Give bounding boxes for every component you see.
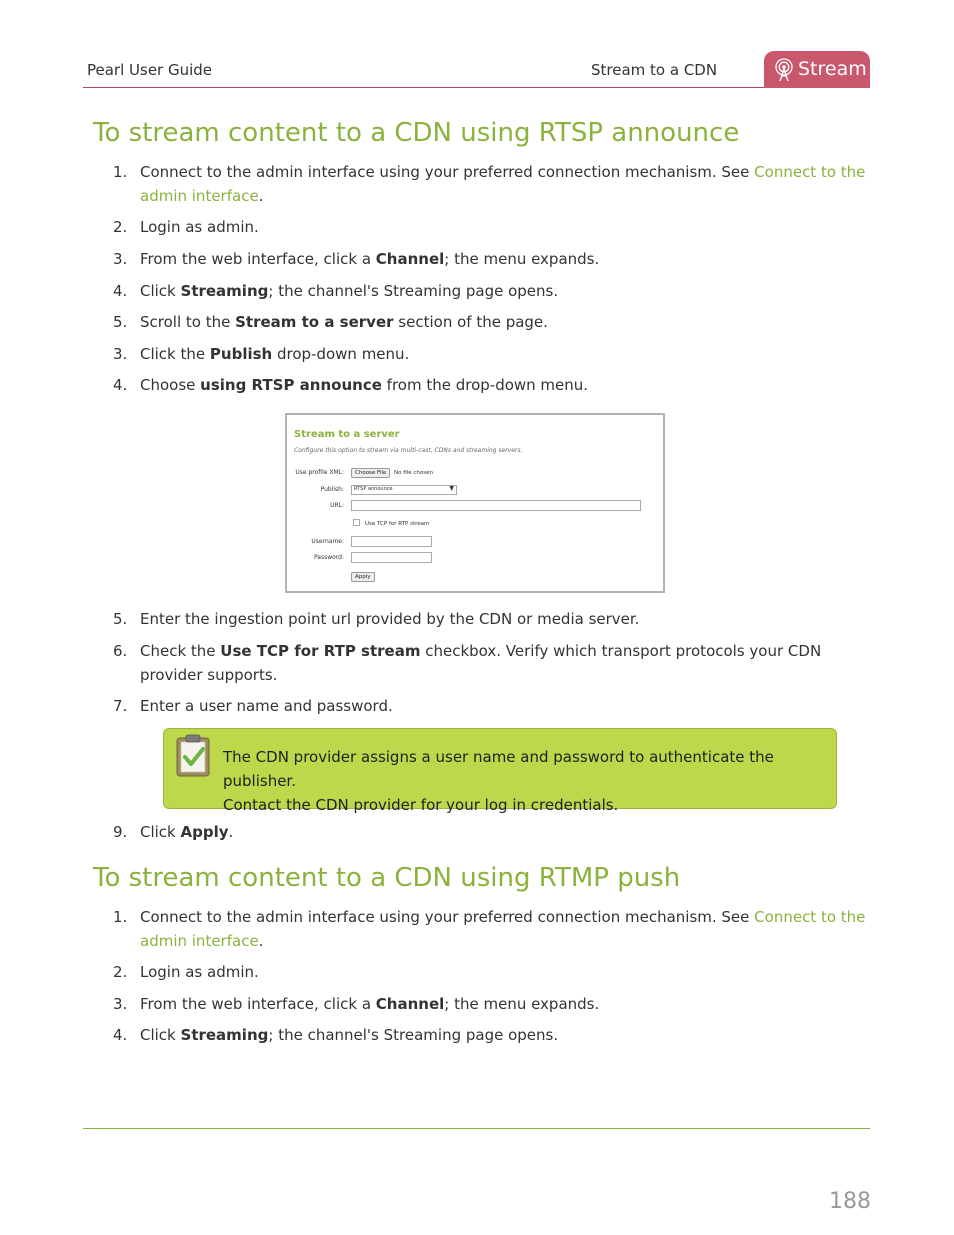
publish-label: Publish:: [320, 486, 344, 493]
password-label: Password:: [313, 554, 344, 561]
admin-interface-link[interactable]: Connect to the admin interface: [140, 163, 866, 205]
section2-heading: To stream content to a CDN using RTMP push: [93, 863, 681, 893]
section-title: Stream to a CDN: [591, 61, 718, 79]
note-box: [163, 728, 837, 814]
tcp-checkbox: [353, 519, 360, 526]
note-line-1: The CDN provider assigns a user name and password to authenticate the publisher.: [223, 748, 774, 790]
username-label: Username:: [311, 538, 344, 545]
stream-tab-label: Stream: [798, 58, 867, 80]
url-field: [351, 500, 641, 511]
profile-label: Use profile XML:: [295, 469, 344, 476]
apply-button: Apply: [351, 572, 375, 582]
stream-tab: [764, 51, 870, 88]
choose-file-button: Choose File: [351, 468, 390, 478]
tcp-label: Use TCP for RTP stream: [365, 521, 430, 527]
admin-interface-link[interactable]: Connect to the admin interface: [140, 908, 866, 950]
page-number: 188: [829, 1189, 871, 1214]
figure-title: Stream to a server: [294, 429, 400, 440]
stream-to-server-screenshot: [285, 413, 665, 593]
broadcast-icon: [774, 58, 794, 82]
section1-heading: To stream content to a CDN using RTSP announce: [93, 118, 740, 148]
publish-select: RTSP announce ▼: [351, 485, 457, 495]
password-field: [351, 552, 432, 563]
clipboard-check-icon: [175, 733, 213, 779]
guide-title: Pearl User Guide: [87, 61, 213, 79]
chevron-down-icon: ▼: [449, 485, 454, 492]
header-divider: [83, 87, 764, 88]
no-file-text: No file chosen: [394, 470, 433, 476]
figure-description: Configure this option to stream via multi-cast, CDNs and streaming servers.: [294, 447, 523, 454]
note-line-2: Contact the CDN provider for your log in credentials.: [223, 796, 619, 814]
url-label: URL:: [330, 502, 344, 509]
username-field: [351, 536, 432, 547]
footer-divider: [83, 1128, 870, 1129]
